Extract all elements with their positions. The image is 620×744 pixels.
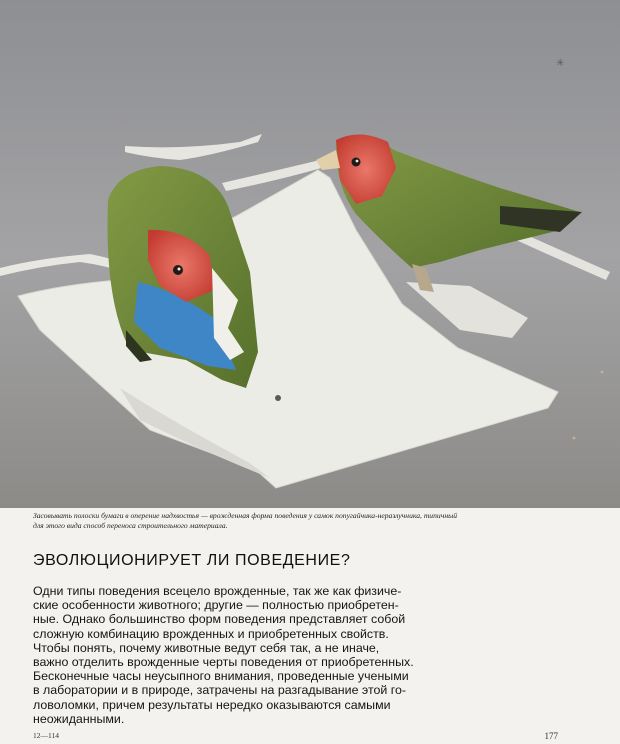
body-line: в лаборатории и в природе, затрачены на разгадывание этой го- [33,683,407,698]
section-heading: ЭВОЛЮЦИОНИРУЕТ ЛИ ПОВЕДЕНИЕ? [33,552,351,569]
body-line: Бесконечные часы неусыпного внимания, проведенные учеными [33,669,409,684]
body-line: неожиданными. [33,711,125,726]
body-line: сложную комбинацию врожденных и приобретенных свойств. [33,626,389,641]
photo-caption [33,511,578,531]
body-line: ные. Однако большинство форм поведения представляет собой [33,612,406,627]
body-line: Чтобы понять, почему животные ведут себя так, а не иначе, [33,640,380,655]
seed [601,371,604,374]
body-line: ловоломки, причем результаты нередко оказываются самыми [33,697,391,712]
body-line: важно отделить врожденные черты поведения от приобретенных. [33,655,414,670]
seed [573,437,576,440]
body-line: Одни типы поведения всецело врожденные, так же как физиче- [33,584,402,598]
caption-line: Засовывать полоски бумаги в оперение надхвостья — врожденная форма поведения у самок попугайчика-неразлучника, типичный [33,511,458,520]
speck: ✳ [556,58,565,69]
body-line: ские особенности животного; другие — полностью приобретен- [33,598,399,613]
caption-line: для этого вида способ переноса строительного материала. [33,521,228,530]
page-number: 177 [544,731,558,741]
body-paragraph [33,584,453,726]
printer-signature: 12—114 [33,731,59,740]
paper-hole [275,395,281,401]
